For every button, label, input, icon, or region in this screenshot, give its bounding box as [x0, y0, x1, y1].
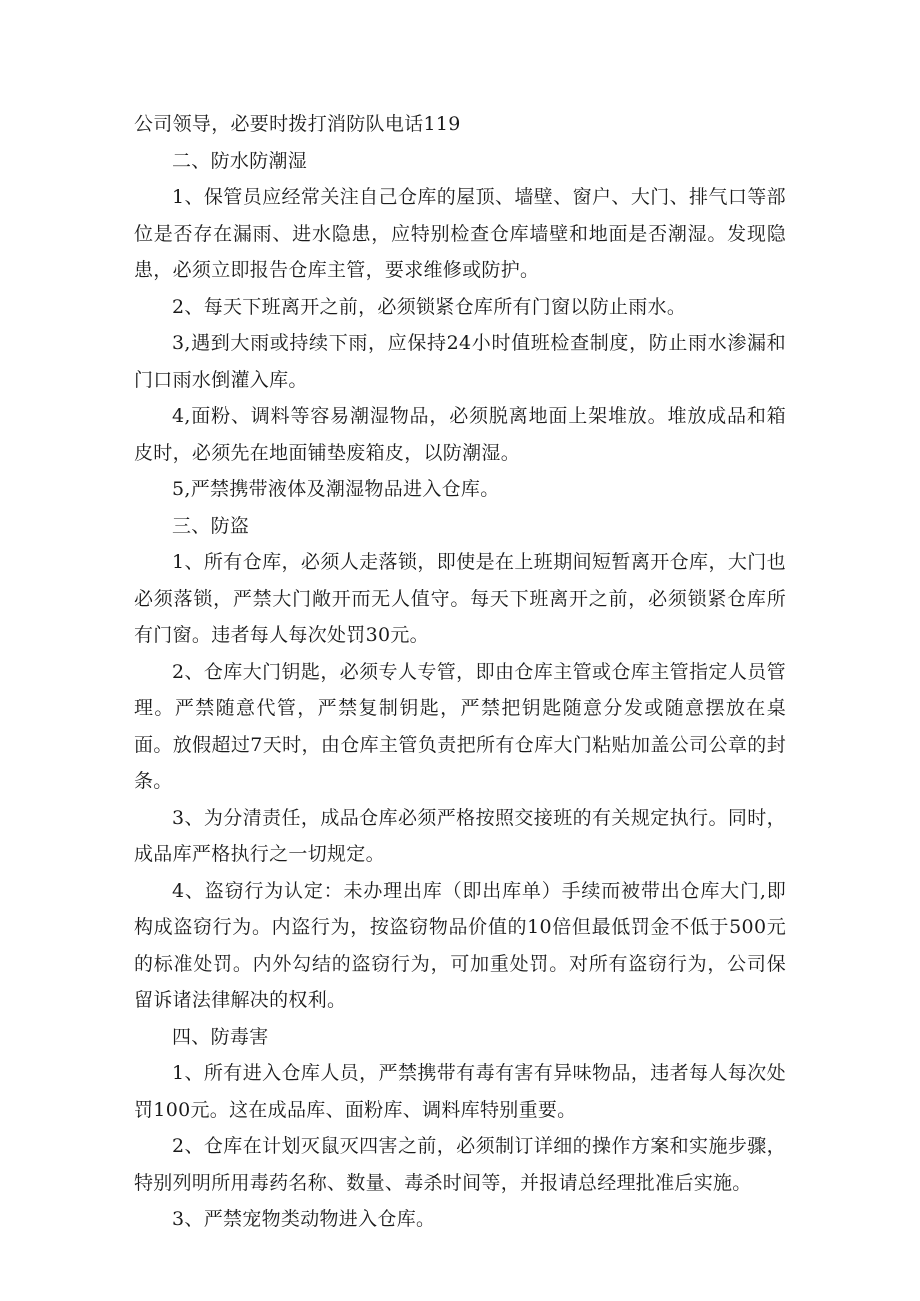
paragraph: 4、盗窃行为认定：未办理出库（即出库单）手续而被带出仓库大门,即构成盗窃行为。内盗行为，按盗窃物品价值的10倍但最低罚金不低于500元的标准处罚。内外勾结的盗窃行为，可加重处罚。对所有盗窃行为，公司保留诉诸法律解决的权利。 — [134, 879, 786, 1011]
paragraph: 2、仓库大门钥匙，必须专人专管，即由仓库主管或仓库主管指定人员管理。严禁随意代管，严禁复制钥匙，严禁把钥匙随意分发或随意摆放在桌面。放假超过7天时，由仓库主管负责把所有仓库大门粘贴加盖公司公章的封条。 — [134, 660, 786, 792]
paragraph: 1、所有仓库，必须人走落锁，即使是在上班期间短暂离开仓库，大门也必须落锁，严禁大门敞开而无人值守。每天下班离开之前，必须锁紧仓库所有门窗。违者每人每次处罚30元。 — [134, 551, 786, 646]
section-heading-theft: 三、防盗 — [172, 514, 250, 537]
paragraph: 2、每天下班离开之前，必须锁紧仓库所有门窗以防止雨水。 — [172, 295, 687, 318]
paragraph: 3、为分清责任，成品仓库必须严格按照交接班的有关规定执行。同时，成品库严格执行之一切规定。 — [134, 806, 786, 865]
paragraph: 2、仓库在计划灭鼠灭四害之前，必须制订详细的操作方案和实施步骤，特别列明所用毒药名称、数量、毒杀时间等，并报请总经理批准后实施。 — [134, 1135, 786, 1194]
paragraph: 4,面粉、调料等容易潮湿物品，必须脱离地面上架堆放。堆放成品和箱皮时，必须先在地面铺垫废箱皮，以防潮湿。 — [134, 405, 786, 464]
section-heading-poison: 四、防毒害 — [172, 1025, 269, 1048]
paragraph: 3、严禁宠物类动物进入仓库。 — [172, 1208, 436, 1230]
paragraph: 1、所有进入仓库人员，严禁携带有毒有害有异味物品，违者每人每次处罚100元。这在成品库、面粉库、调料库特别重要。 — [134, 1062, 786, 1121]
paragraph: 1、保管员应经常关注自己仓库的屋顶、墙壁、窗户、大门、排气口等部位是否存在漏雨、进水隐患，应特别检查仓库墙壁和地面是否潮湿。发现隐患，必须立即报告仓库主管，要求维修或防护。 — [134, 186, 786, 281]
paragraph: 3,遇到大雨或持续下雨，应保持24小时值班检查制度，防止雨水渗漏和门口雨水倒灌入库。 — [134, 332, 786, 391]
document-body — [134, 106, 786, 1238]
section-heading-waterproof: 二、防水防潮湿 — [172, 149, 308, 172]
paragraph: 5,严禁携带液体及潮湿物品进入仓库。 — [172, 478, 500, 500]
paragraph-continuation: 公司领导，必要时拨打消防队电话119 — [134, 113, 461, 135]
